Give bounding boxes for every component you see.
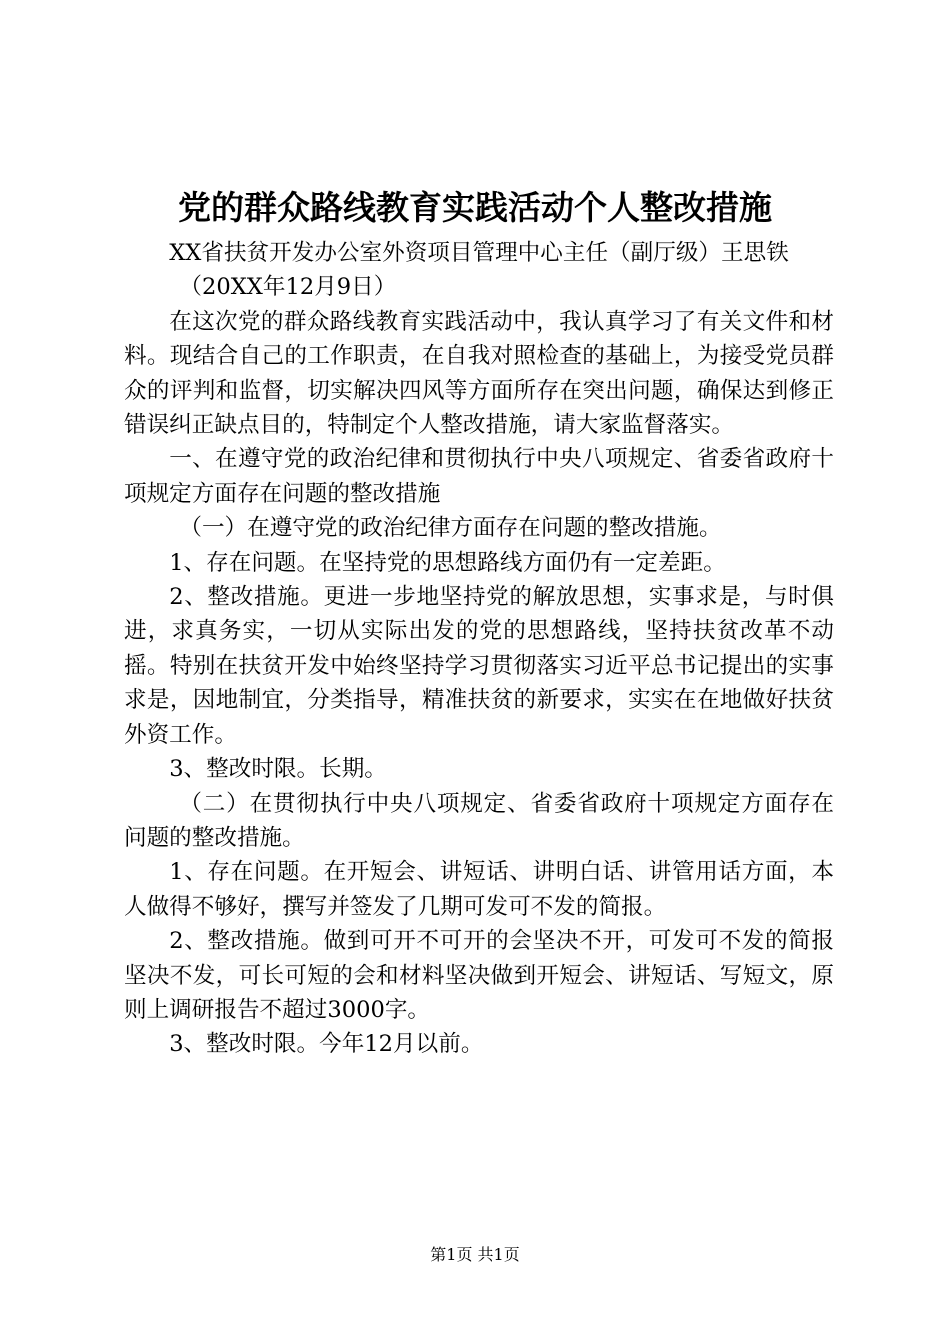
document-title: 党的群众路线教育实践活动个人整改措施	[178, 188, 772, 227]
author-line: XX省扶贫开发办公室外资项目管理中心主任（副厅级）王思铁	[169, 240, 789, 266]
date-line: （20XX年12月9日）	[179, 274, 397, 301]
subsection-heading-2: （二）在贯彻执行中央八项规定、省委省政府十项规定方面存在问题的整改措施。	[124, 790, 834, 851]
page-footer: 第1页 共1页	[430, 1245, 520, 1264]
list-item: 2、整改措施。做到可开不可开的会坚决不开，可发可不发的简报坚决不发，可长可短的会和材料坚决做到开短会、讲短话、写短文，原则上调研报告不超过3000字。	[124, 928, 834, 1023]
section-heading-1: 一、在遵守党的政治纪律和贯彻执行中央八项规定、省委省政府十项规定方面存在问题的整改措施	[124, 446, 834, 507]
paragraph-intro: 在这次党的群众路线教育实践活动中，我认真学习了有关文件和材料。现结合自己的工作职责，在自我对照检查的基础上，为接受党员群众的评判和监督，切实解决四风等方面所存在突出问题，确保达到修正错误纠正缺点目的，特制定个人整改措施，请大家监督落实。	[124, 308, 834, 439]
list-item: 1、存在问题。在开短会、讲短话、讲明白话、讲管用话方面，本人做得不够好，撰写并签发了几期可发可不发的简报。	[124, 859, 834, 920]
list-item: 3、整改时限。长期。	[169, 756, 387, 783]
list-item: 3、整改时限。今年12月以前。	[169, 1031, 484, 1058]
list-item: 1、存在问题。在坚持党的思想路线方面仍有一定差距。	[169, 549, 726, 576]
subsection-heading-1: （一）在遵守党的政治纪律方面存在问题的整改措施。	[179, 515, 722, 542]
list-item: 2、整改措施。更进一步地坚持党的解放思想，实事求是，与时俱进，求真务实，一切从实际出发的党的思想路线，坚持扶贫改革不动摇。特别在扶贫开发中始终坚持学习贯彻落实习近平总书记提出的实事求是，因地制宜，分类指导，精准扶贫的新要求，实实在在地做好扶贫外资工作。	[124, 584, 834, 748]
document-body	[124, 236, 834, 1062]
